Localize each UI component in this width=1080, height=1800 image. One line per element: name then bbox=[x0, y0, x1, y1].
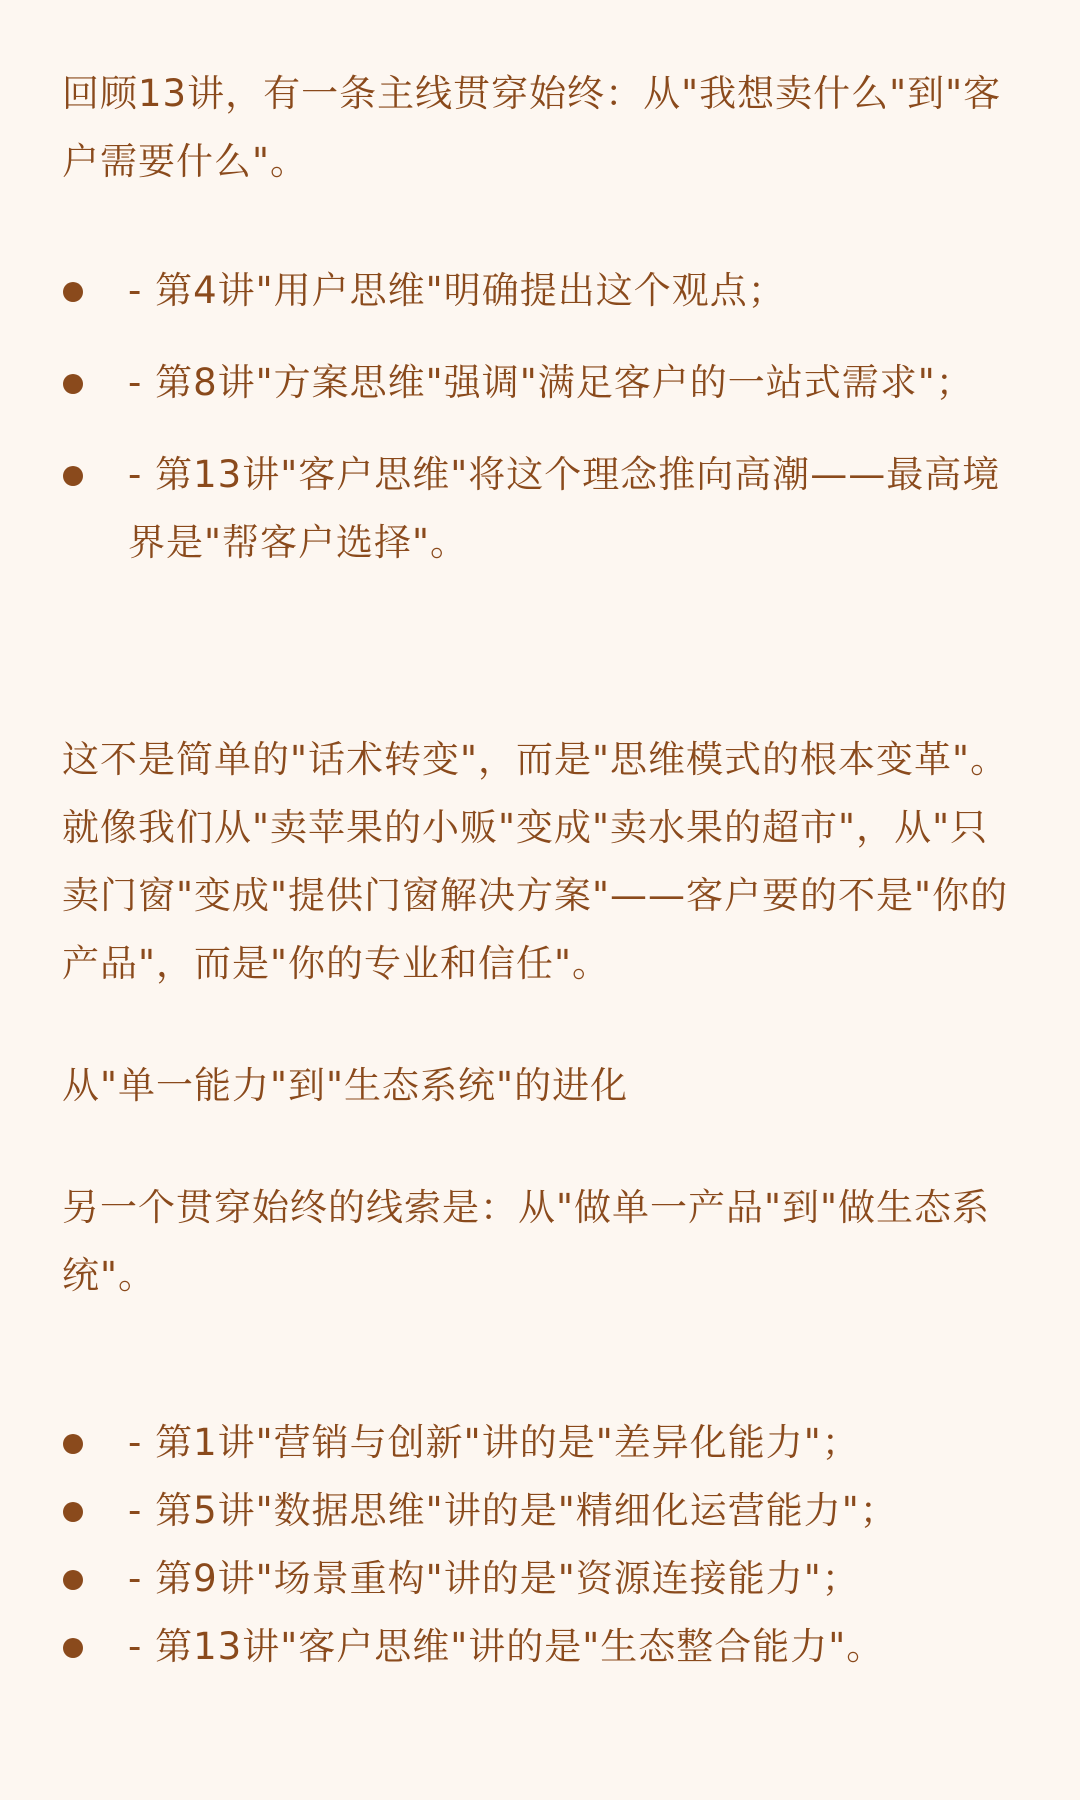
list-item-text: - 第13讲"客户思维"将这个理念推向高潮——最高境界是"帮客户选择"。 bbox=[128, 453, 1001, 564]
bullet-icon bbox=[63, 1434, 83, 1454]
list-item-text: - 第9讲"场景重构"讲的是"资源连接能力"； bbox=[128, 1557, 860, 1600]
list-item bbox=[62, 257, 1022, 325]
intro-paragraph: 回顾13讲，有一条主线贯穿始终：从"我想卖什么"到"客户需要什么"。 bbox=[62, 72, 1002, 183]
list-item bbox=[62, 1409, 1022, 1477]
bullet-icon bbox=[63, 1570, 83, 1590]
ecosystem-paragraph: 另一个贯穿始终的线索是：从"做单一产品"到"做生态系统"。 bbox=[62, 1186, 991, 1297]
lecture-list-customer bbox=[62, 257, 1022, 577]
list-item bbox=[62, 441, 1022, 577]
list-item-text: - 第13讲"客户思维"讲的是"生态整合能力"。 bbox=[128, 1625, 885, 1668]
list-item bbox=[62, 1477, 1022, 1545]
list-item-text: - 第4讲"用户思维"明确提出这个观点； bbox=[128, 269, 786, 312]
list-item bbox=[62, 1613, 1022, 1681]
list-item bbox=[62, 349, 1022, 417]
list-item-text: - 第8讲"方案思维"强调"满足客户的一站式需求"； bbox=[128, 361, 974, 404]
list-item bbox=[62, 1545, 1022, 1613]
mindset-paragraph: 这不是简单的"话术转变"，而是"思维模式的根本变革"。就像我们从"卖苹果的小贩"变成"卖水果的超市"，从"只卖门窗"变成"提供门窗解决方案"——客户要的不是"你的产品"，而是"你的专业和信任"。 bbox=[62, 738, 1009, 985]
bullet-icon bbox=[63, 282, 83, 302]
bullet-icon bbox=[63, 1502, 83, 1522]
bullet-icon bbox=[63, 374, 83, 394]
lecture-list-ecosystem bbox=[62, 1409, 1022, 1681]
list-item-text: - 第5讲"数据思维"讲的是"精细化运营能力"； bbox=[128, 1489, 898, 1532]
list-item-text: - 第1讲"营销与创新"讲的是"差异化能力"； bbox=[128, 1421, 860, 1464]
bullet-icon bbox=[63, 466, 83, 486]
section-heading: 从"单一能力"到"生态系统"的进化 bbox=[62, 1064, 629, 1107]
bullet-icon bbox=[63, 1638, 83, 1658]
